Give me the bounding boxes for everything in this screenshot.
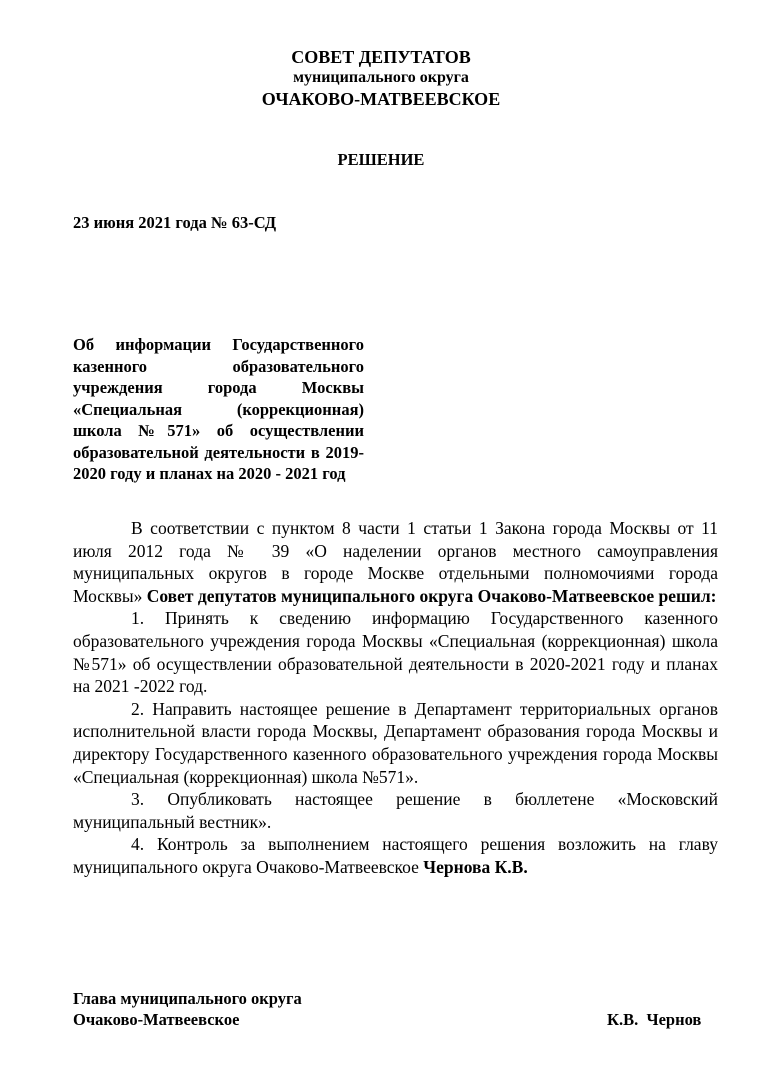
item-3: 3. Опубликовать настоящее решение в бюллетене «Московский муниципальный вестник». bbox=[73, 789, 718, 832]
district-label: муниципального округа bbox=[293, 69, 469, 86]
preamble-text: В соответствии с пунктом 8 части 1 статьи 1 Закона города Москвы от 11 июля 2012 года № 39 «О наделении органов местного самоуправления муниципальных округов в городе Москве отдельными полномочиями города Москвы» bbox=[73, 518, 718, 606]
date-number: 23 июня 2021 года № 63-СД bbox=[73, 213, 277, 232]
signature-title bbox=[73, 988, 302, 1030]
item-2: 2. Направить настоящее решение в Департамент территориальных органов исполнительной власти города Москвы, Департамент образования города Москвы и директору Государственного казенного образовательного учреждения города Москвы «Специальная (коррекционная) школа №571». bbox=[73, 698, 718, 787]
item-1: 1. Принять к сведению информацию Государственного казенного образовательного учреждения города Москвы «Специальная (коррекционная) школа №571» об осуществлении образовательной деятельности в 2020-2021 году и планах на 2021 -2022 год. bbox=[73, 608, 718, 697]
council-name: СОВЕТ ДЕПУТАТОВ bbox=[291, 47, 471, 67]
document-subject: Об информации Государственного казенного образовательного учреждения города Москвы «Специальная (коррекционная) школа №571» об осуществлении образовательной деятельности в 2019-2020 году и планах на 2020 - 2021 год bbox=[73, 335, 364, 483]
signature-title-line2: Очаково-Матвеевское bbox=[73, 1010, 240, 1029]
document-body bbox=[73, 517, 718, 879]
item-4-text: 4. Контроль за выполнением настоящего решения возложить на главу муниципального округа Очаково-Матвеевское bbox=[73, 834, 718, 877]
signature-title-line1: Глава муниципального округа bbox=[73, 989, 302, 1008]
preamble-resolution: Совет депутатов муниципального округа Очаково-Матвеевское решил: bbox=[146, 585, 717, 606]
item-4 bbox=[73, 833, 718, 878]
item-4-name: Чернова К.В. bbox=[423, 856, 528, 877]
document-type: РЕШЕНИЕ bbox=[337, 150, 425, 169]
district-name: ОЧАКОВО-МАТВЕЕВСКОЕ bbox=[261, 89, 501, 109]
signature-name: К.В. Чернов bbox=[607, 1010, 702, 1029]
preamble bbox=[73, 517, 718, 607]
